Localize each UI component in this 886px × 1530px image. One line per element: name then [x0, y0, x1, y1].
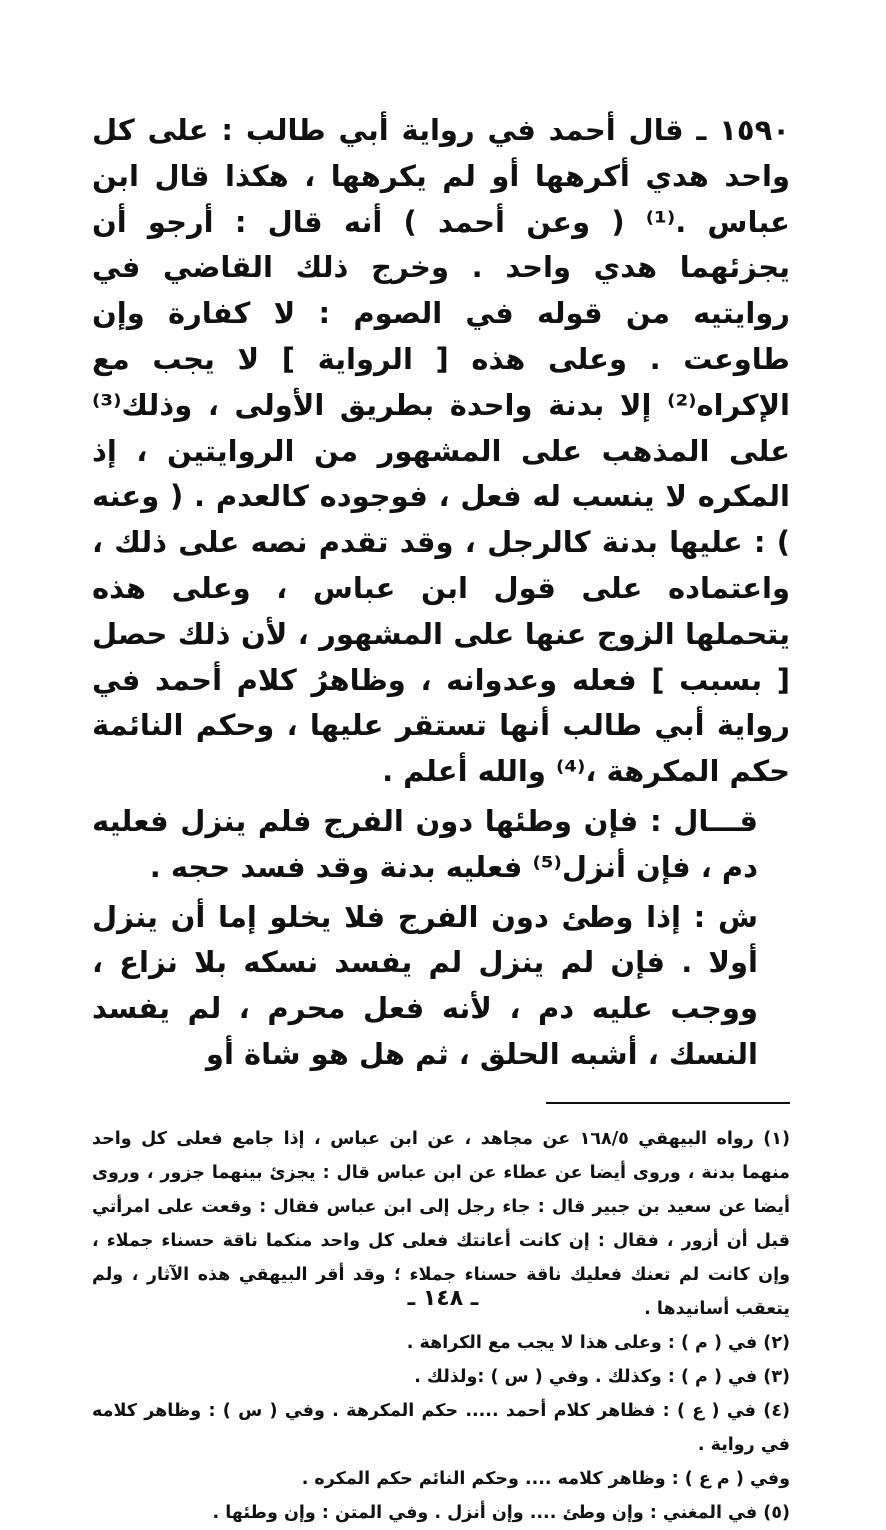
- footnote-separator: [546, 1102, 790, 1104]
- paragraph-sharh: ش : إذا وطئ دون الفرج فلا يخلو إما أن ينزل أولا . فإن لم ينزل لم يفسد نسكه بلا نزاع ، ووجب عليه دم ، لأنه فعل محرم ، لم يفسد النسك ، أشبه الحلق ، ثم هل هو شاة أو: [92, 899, 758, 1071]
- paragraph-qala: قـــال : فإن وطئها دون الفرج فلم ينزل فعليه دم ، فإن أنزل⁽⁵⁾ فعليه بدنة وقد فسد حجه .: [92, 803, 758, 884]
- paragraph-1590: ١٥٩٠ ـ قال أحمد في رواية أبي طالب : على كل واحد هدي أكرهها أو لم يكرهها ، هكذا قال ابن عباس .⁽¹⁾ ( وعن أحمد ) أنه قال : أرجو أن يجزئهما هدي واحد . وخرج ذلك القاضي في روايتيه من قوله في الصوم : لا كفارة وإن طاوعت . وعلى هذه [ الرواية ] لا يجب مع الإكراه⁽²⁾ إلا بدنة واحدة بطريق الأولى ، وذلك⁽³⁾ على المذهب على المشهور من الروايتين ، إذ المكره لا ينسب له فعل ، فوجوده كالعدم . ( وعنه ) : عليها بدنة كالرجل ، وقد تقدم نصه على ذلك ، واعتماده على قول ابن عباس ، وعلى هذه يتحملها الزوج عنها على المشهور ، لأن ذلك حصل [ بسبب ] فعله وعدوانه ، وظاهرُ كلام أحمد في رواية أبي طالب أنها تستقر عليها ، وحكم النائمة حكم المكرهة ،⁽⁴⁾ والله أعلم .: [92, 113, 790, 789]
- main-text: [92, 108, 790, 1078]
- footnote-4-continued: وفي ( م ع ) : وظاهر كلامه .... وحكم النائم حكم المكره .: [301, 1468, 790, 1489]
- footnote-5: (٥) في المغني : وإن وطئ .... وإن أنزل . وفي المتن : وإن وطئها .: [212, 1502, 790, 1523]
- page-number: ـ ١٤٨ ـ: [407, 1286, 479, 1311]
- footnote-3: (٣) في ( م ) : وكذلك . وفي ( س ) :ولذلك .: [414, 1366, 790, 1387]
- footnote-4: (٤) في ( ع ) : فظاهر كلام أحمد ..... حكم المكرهة . وفي ( س ) : وظاهر كلامه في رواية .: [92, 1400, 790, 1455]
- footnotes: [92, 1122, 790, 1530]
- footnote-2: (٢) في ( م ) : وعلى هذا لا يجب مع الكراهة .: [406, 1332, 790, 1353]
- footnote-1: (١) رواه البيهقي ١٦٨/٥ عن مجاهد ، عن ابن عباس ، إذا جامع فعلى كل واحد منهما بدنة ، وروى أيضا عن عطاء عن ابن عباس قال : يجزئ بينهما جزور ، وروى أيضا عن سعيد بن جبير قال : جاء رجل إلى ابن عباس فقال : وقعت على امرأتي قبل أن أزور ، فقال : إن كانت أعانتك فعلى كل واحد منكما ناقة حسناء جملاء ، وإن كانت لم تعنك فعليك ناقة حسناء جملاء ؛ وقد أقر البيهقي هذه الآثار ، ولم يتعقب أسانيدها .: [92, 1128, 790, 1319]
